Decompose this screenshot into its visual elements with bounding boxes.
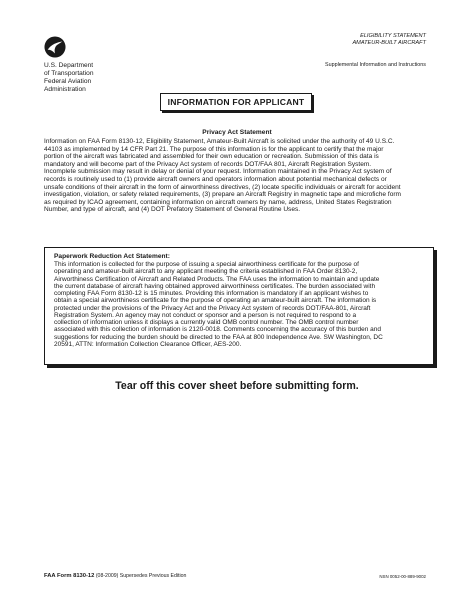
agency-line: of Transportation [44, 70, 94, 77]
form-header [352, 33, 426, 47]
tearoff-instruction: Tear off this cover sheet before submitting form. [115, 380, 359, 392]
page-title: INFORMATION FOR APPLICANT [160, 93, 312, 111]
paperwork-line: obtain a special airworthiness certificate for the purpose of operating an amateur-built aircraft. The information is [54, 297, 377, 305]
agency-line: Federal Aviation [44, 78, 92, 85]
paperwork-text [54, 261, 426, 348]
paperwork-line: Airworthiness Certification of Aircraft and Related Products. The FAA uses the information to maintain and update [54, 275, 380, 283]
paperwork-box [44, 247, 434, 365]
paperwork-line: completing FAA Form 8130-12 is 15 minutes. Providing this information is mandatory if an applicant wishes to [54, 290, 369, 297]
paperwork-line: Registration System. An agency may not conduct or sponsor and a person is not required to respond to a [54, 311, 357, 319]
privacy-line: unsafe conditions of their aircraft in the form of airworthiness directives, (2) locate specific individuals or aircraft for accident [44, 183, 401, 191]
privacy-heading: Privacy Act Statement [202, 129, 272, 136]
paperwork-line: the current database of aircraft having obtained approved airworthiness certificates. The burden associated with [54, 282, 376, 290]
privacy-line: Incomplete submission may result in delay or denial of your request. Information maintained in the Privacy Act system of [44, 168, 392, 176]
eligibility-label: ELIGIBILITY STATEMENT [360, 33, 426, 39]
dot-seal-logo [44, 36, 66, 58]
privacy-line: as required by ICAO agreement, containing information on aircraft owners by name, address, United States Registration [44, 198, 392, 206]
agency-line: Administration [44, 86, 86, 93]
privacy-line: investigation, violation, or safety related requirements, (3) prepare an Aircraft Registry in magnetic tape and microfiche form [44, 191, 401, 199]
paperwork-line: 20591, ATTN: Information Collection Clearance Officer, AES-200. [54, 340, 242, 348]
nsn-number: NSN 0052-00-889-9002 [379, 574, 426, 579]
paperwork-line: collection of information unless it displays a currently valid OMB control number. The OMB control number [54, 319, 359, 326]
paperwork-line: operating and amateur-built aircraft to any applicant meeting the criteria established in FAA Order 8130-2, [54, 268, 358, 276]
privacy-line: Number, and type of aircraft, and (4) DOT Prefatory Statement of General Routine Uses. [44, 206, 301, 214]
privacy-text [44, 138, 436, 214]
supplemental-label: Supplemental Information and Instructions [325, 62, 426, 68]
privacy-line: Information on FAA Form 8130-12, Eligibility Statement, Amateur-Built Aircraft is solicited under the authority of 49 U.S.C. [44, 138, 395, 145]
edition-note: (08-2009) Supersedes Previous Edition [95, 573, 187, 579]
agency-block [44, 62, 93, 94]
agency-line: U.S. Department [44, 62, 94, 69]
paperwork-line: This information is collected for the purpose of issuing a special airworthiness certificate for the purpose of [54, 261, 359, 268]
form-number: FAA Form 8130-12 [44, 573, 95, 579]
paperwork-line: suggestions for reducing the burden should be directed to the FAA at 800 Independence Ave. SW Washington, DC [54, 333, 383, 341]
footer-form-id [44, 573, 186, 579]
aircraft-type-label: AMATEUR-BUILT AIRCRAFT [352, 40, 426, 46]
privacy-line: portion of the aircraft was fabricated and assembled for their own education or recreation. Submission of this data is [44, 153, 379, 161]
privacy-line: mandatory and will become part of the Privacy Act system of records DOT/FAA 801, Aircraft Registration System. [44, 160, 372, 168]
paperwork-line: associated with this collection of information is 2120-0018. Comments concerning the accuracy of this burden and [54, 326, 381, 334]
paperwork-heading: Paperwork Reduction Act Statement: [54, 253, 170, 260]
privacy-line: records is routinely used to (1) provide aircraft owners and operators information about potential mechanical defects or [44, 175, 387, 183]
paperwork-line: protected under the provisions of the Privacy Act and the Privacy Act system of records DOT/FAA-801, Aircraft [54, 304, 371, 312]
privacy-line: 44103 as implemented by 14 CFR Part 21. The purpose of this information is for the applicant to certify that the major [44, 145, 384, 153]
